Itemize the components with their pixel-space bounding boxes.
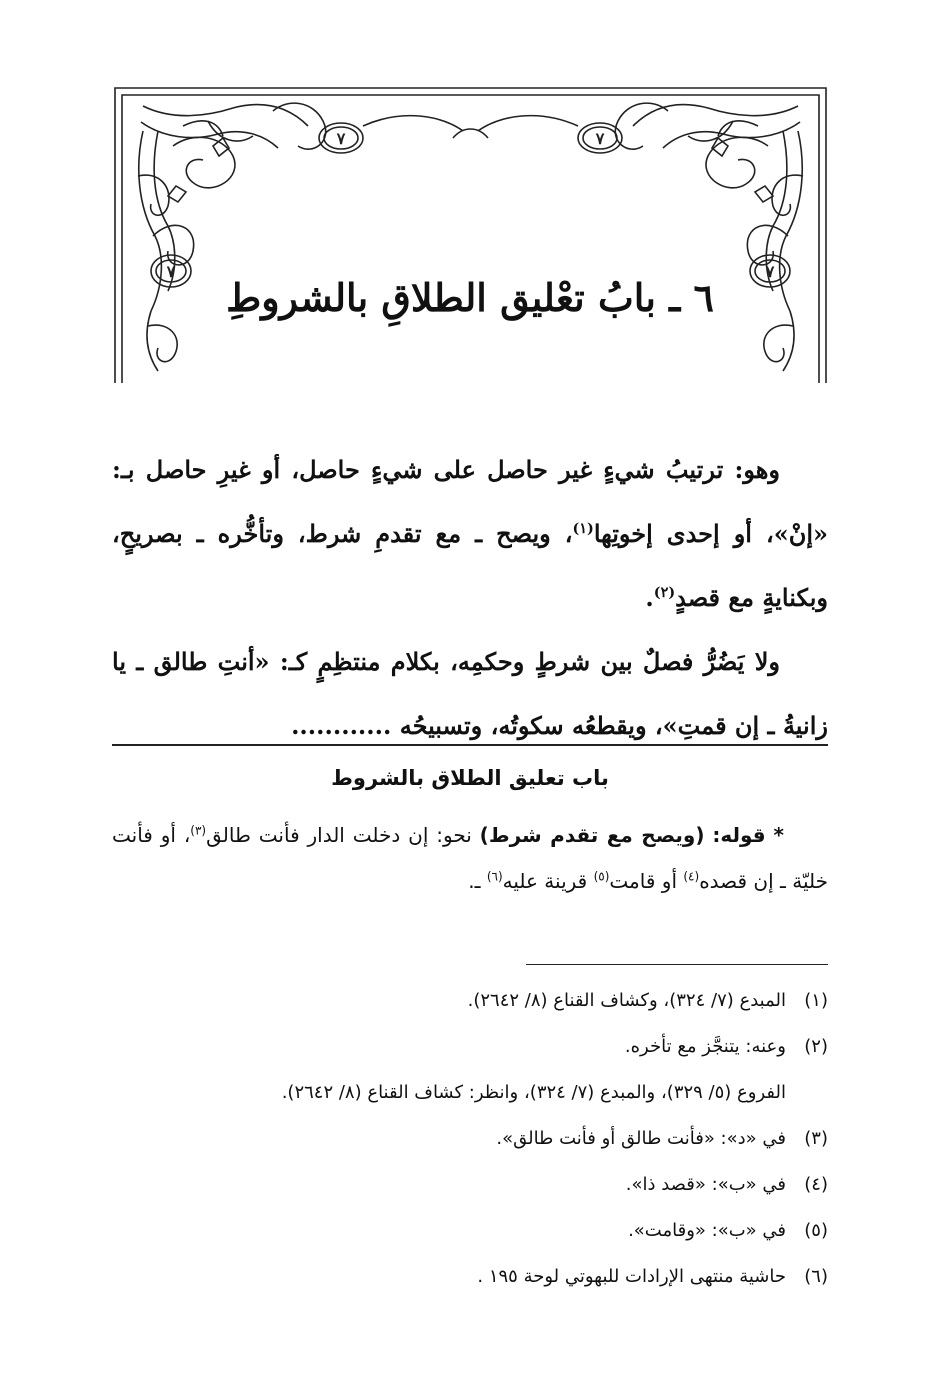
footnote-number: (٣) <box>804 1128 828 1149</box>
footnote-item <box>112 1162 828 1208</box>
footnote-text: في «ب»: «قصد ذا». <box>625 1174 786 1195</box>
footnotes <box>112 978 828 1300</box>
commentary-title: باب تعليق الطلاق بالشروط <box>331 766 609 790</box>
commentary-quote: (ويصح مع تقدم شرط) <box>479 823 705 847</box>
footnote-number: (٢) <box>804 1036 828 1057</box>
footnote-divider <box>526 964 828 965</box>
text-commentary-divider <box>112 744 828 746</box>
footnote-number: (٥) <box>804 1220 828 1241</box>
footnote-text: الفروع (٥/ ٣٢٩)، والمبدع (٧/ ٣٢٤)، وانظر: كشاف القناع (٨/ ٢٦٤٢). <box>281 1082 786 1103</box>
footnote-item <box>112 978 828 1024</box>
medallion-glyph: ٧ <box>765 262 775 281</box>
medallion-glyph: ٧ <box>336 129 346 148</box>
commentary-run: نحو: إن دخلت الدار فأنت طالق <box>206 823 472 847</box>
commentary-label: قوله: <box>712 823 766 847</box>
footnote-item <box>112 1208 828 1254</box>
top-center-knot <box>453 129 488 138</box>
footnote-ref[interactable]: (٢) <box>653 584 676 601</box>
commentary-run: أو قامت <box>609 869 677 893</box>
footnote-continuation <box>112 1070 828 1116</box>
ornamental-header-frame <box>113 86 828 383</box>
footnote-ref[interactable]: (٣) <box>190 823 207 838</box>
commentary-run: ـ. <box>468 869 481 893</box>
commentary-run: قرينة عليه <box>502 869 588 893</box>
footnote-ref[interactable]: (١) <box>572 520 594 537</box>
footnote-item <box>112 1024 828 1070</box>
chapter-title: ٦ ـ بابُ تعْليق الطلاقِ بالشروطِ <box>226 275 714 320</box>
main-text-run: وهو: ترتيبُ شيءٍ غير حاصل على شيءٍ حاصل، أو غيرِ حاصل بـ: «إنْ»، أو إحدى إخوتِها <box>112 455 828 548</box>
main-paragraph-separation <box>112 630 828 758</box>
footnote-ref[interactable]: (٥) <box>593 869 610 884</box>
main-text-run: ولا يَضُرُّ فصلٌ بين شرطٍ وحكمِه، بكلام منتظِمٍ كـ: «أنتِ طالق ـ يا زانيةُ ـ إن قمتِ»، ويقطعُه سكوتُه، وتسبيحُه <box>112 647 828 740</box>
commentary-paragraph <box>112 812 828 904</box>
footnote-ref[interactable]: (٦) <box>486 869 503 884</box>
footnote-ref[interactable]: (٤) <box>683 869 700 884</box>
main-text-run: . <box>645 583 654 612</box>
footnote-text: المبدع (٧/ ٣٢٤)، وكشاف القناع (٨/ ٢٦٤٢). <box>467 990 786 1011</box>
footnote-text: في «ب»: «وقامت». <box>628 1220 786 1241</box>
commentary-text <box>112 812 828 904</box>
ornament-border <box>113 86 828 383</box>
medallion-glyph: ٧ <box>166 262 176 281</box>
footnote-number: (١) <box>804 990 828 1011</box>
footnote-text: حاشية منتهى الإرادات للبهوتي لوحة ١٩٥ . <box>477 1266 786 1287</box>
footnote-item <box>112 1116 828 1162</box>
commentary-run: ، أو فأنت خليّة ـ إن قصده <box>112 823 828 893</box>
main-text-run: ، ويصح ـ مع تقدمِ شرط، وتأخُّره ـ بصريحٍ، وبكنايةٍ مع قصدٍ <box>112 519 828 612</box>
commentary-star: * <box>773 823 784 847</box>
footnote-text: وعنه: يتنجَّز مع تأخره. <box>624 1036 786 1057</box>
medallion-glyph: ٧ <box>595 129 605 148</box>
footnote-item <box>112 1254 828 1300</box>
footnote-number: (٦) <box>804 1266 828 1287</box>
main-text <box>112 438 828 758</box>
footnote-text: في «د»: «فأنت طالق أو فأنت طالق». <box>496 1128 786 1149</box>
main-paragraph-definition <box>112 438 828 630</box>
continuation-dots: ............ <box>291 711 392 740</box>
footnote-number: (٤) <box>804 1174 828 1195</box>
